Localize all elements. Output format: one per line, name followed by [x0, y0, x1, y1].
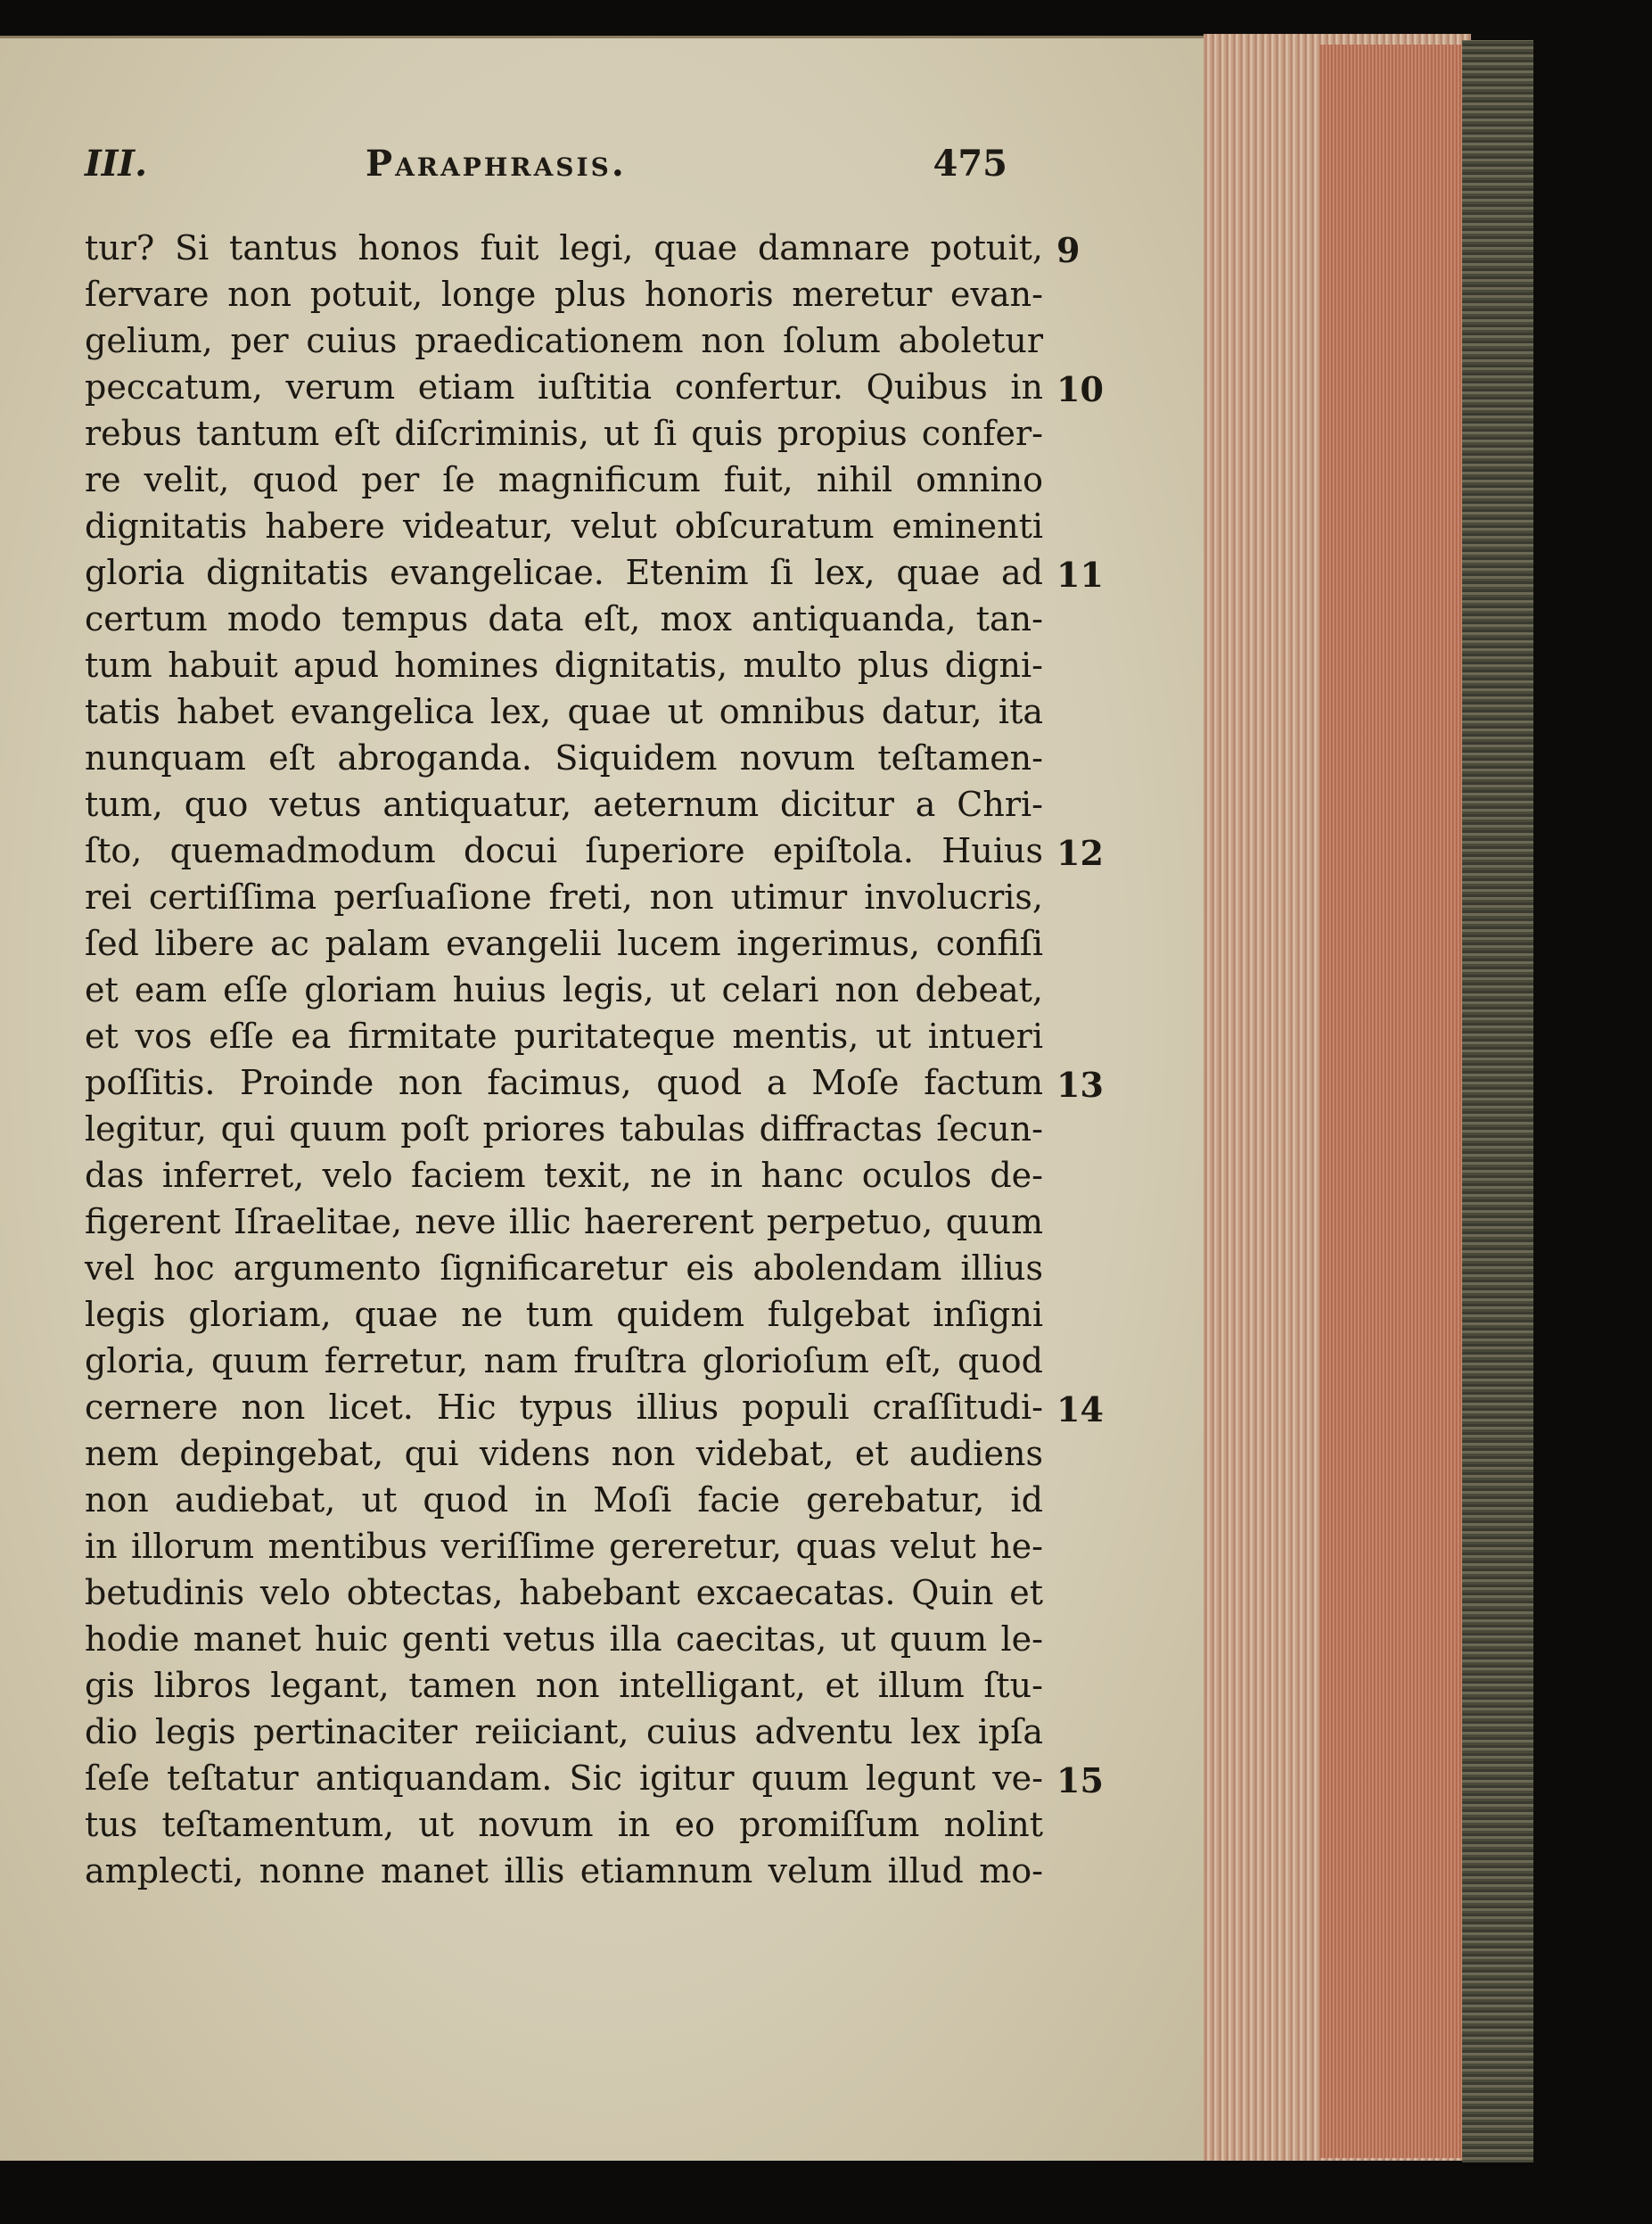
text-line-content: tur? Si tantus honos fuit legi, quae damnare potuit, [85, 228, 1043, 268]
text-line-content: vel hoc argumento ſignificaretur eis abolendam illius [85, 1248, 1043, 1288]
text-line [85, 642, 1043, 688]
text-line [85, 457, 1043, 503]
text-line-content: peccatum, verum etiam iuſtitia confertur. Quibus in [85, 367, 1043, 407]
section-number: III. [85, 143, 148, 185]
text-line [85, 1245, 1043, 1291]
text-line [85, 1709, 1043, 1755]
running-header [85, 143, 1048, 196]
text-line [85, 1569, 1043, 1616]
text-line-content: gloria, quum ferretur, nam fruſtra glorioſum eſt, quod [85, 1341, 1043, 1380]
text-line-content: das inferret, velo faciem texit, ne in hanc oculos de- [85, 1156, 1043, 1195]
text-line-content: gloria dignitatis evangelicae. Etenim ſi lex, quae ad [85, 553, 1043, 592]
text-line [85, 1662, 1043, 1709]
text-line [85, 1755, 1043, 1801]
text-line [85, 1523, 1043, 1569]
text-line-content: et eam eſſe gloriam huius legis, ut celari non debeat, [85, 970, 1043, 1009]
text-line-content: legis gloriam, quae ne tum quidem fulgebat inſigni [85, 1295, 1043, 1334]
text-line-content: ſed libere ac palam evangelii lucem ingerimus, confiſi [85, 924, 1043, 963]
verse-number: 9 [1056, 230, 1081, 270]
text-line [85, 688, 1043, 735]
running-title: Paraphrasis. [366, 143, 627, 185]
text-line-content: cernere non licet. Hic typus illius populi craſſitudi- [85, 1388, 1043, 1427]
page-edges-red [1319, 45, 1462, 2158]
text-line-content: dio legis pertinaciter reiiciant, cuius adventu lex ipſa [85, 1712, 1043, 1751]
text-line-content: tus teſtamentum, ut novum in eo promiſſum nolint [85, 1805, 1043, 1844]
verse-number: 12 [1056, 833, 1104, 873]
text-line [85, 967, 1043, 1013]
text-line [85, 874, 1043, 920]
text-line-content: betudinis velo obtectas, habebant excaecatas. Quin et [85, 1573, 1043, 1612]
text-line-content: gelium, per cuius praedicationem non ſolum aboletur [85, 321, 1043, 360]
verse-number: 13 [1056, 1065, 1104, 1105]
text-line-content: rei certiſſima perſuaſione freti, non utimur involucris, [85, 877, 1043, 917]
text-line [85, 503, 1043, 549]
text-line-content: certum modo tempus data eſt, mox antiquanda, tan- [85, 599, 1043, 638]
text-line-content: dignitatis habere videatur, velut obſcuratum eminenti [85, 507, 1043, 546]
text-line [85, 1152, 1043, 1198]
text-line [85, 781, 1043, 828]
text-line [85, 1291, 1043, 1338]
text-line [85, 1616, 1043, 1662]
text-line-content: ſeſe teſtatur antiquandam. Sic igitur quum legunt ve- [85, 1759, 1043, 1798]
text-line [85, 735, 1043, 781]
text-line-content: ſto, quemadmodum docui ſuperiore epiſtola. Huius [85, 831, 1043, 870]
verse-number: 10 [1056, 369, 1104, 409]
text-line [85, 1013, 1043, 1059]
page-number: 475 [933, 143, 1007, 185]
text-line [85, 1384, 1043, 1430]
text-line [85, 364, 1043, 410]
text-line-content: tum habuit apud homines dignitatis, multo plus digni- [85, 646, 1043, 685]
text-line [85, 1198, 1043, 1245]
text-line-content: nem depingebat, qui videns non videbat, et audiens [85, 1434, 1043, 1473]
text-line-content: gis libros legant, tamen non intelligant, et illum ſtu- [85, 1666, 1043, 1705]
text-line [85, 1477, 1043, 1523]
text-line-content: poſſitis. Proinde non facimus, quod a Moſe factum [85, 1063, 1043, 1102]
text-line-content: hodie manet huic genti vetus illa caecitas, ut quum le- [85, 1619, 1043, 1659]
text-line [85, 271, 1043, 317]
text-line [85, 549, 1043, 596]
verse-number: 14 [1056, 1389, 1104, 1429]
text-line [85, 317, 1043, 364]
text-line [85, 1848, 1043, 1894]
book-cover-edge [1462, 40, 1533, 2162]
text-line [85, 1430, 1043, 1477]
text-line [85, 225, 1043, 271]
verse-number: 15 [1056, 1760, 1104, 1800]
text-line-content: et vos eſſe ea firmitate puritateque mentis, ut intueri [85, 1017, 1043, 1056]
text-line-content: non audiebat, ut quod in Moſi facie gerebatur, id [85, 1480, 1043, 1520]
text-line [85, 920, 1043, 967]
text-line [85, 1059, 1043, 1106]
text-line-content: in illorum mentibus veriſſime gereretur, quas velut he- [85, 1527, 1043, 1566]
text-line-content: tum, quo vetus antiquatur, aeternum dicitur a Chri- [85, 785, 1043, 824]
text-line [85, 596, 1043, 642]
text-line-content: nunquam eſt abroganda. Siquidem novum teſtamen- [85, 738, 1043, 778]
text-line-content: legitur, qui quum poſt priores tabulas diffractas ſecun- [85, 1109, 1043, 1149]
text-line-content: ſervare non potuit, longe plus honoris meretur evan- [85, 275, 1043, 314]
text-line-content: figerent Iſraelitae, neve illic haererent perpetuo, quum [85, 1202, 1043, 1241]
text-line [85, 1106, 1043, 1152]
text-line-content: tatis habet evangelica lex, quae ut omnibus datur, ita [85, 692, 1043, 731]
text-line-content: re velit, quod per ſe magnificum fuit, nihil omnino [85, 460, 1043, 499]
body-text [85, 225, 1104, 1894]
text-line [85, 1801, 1043, 1848]
text-line-content: rebus tantum eſt diſcriminis, ut ſi quis propius confer- [85, 414, 1043, 453]
text-line [85, 1338, 1043, 1384]
text-line-content: amplecti, nonne manet illis etiamnum velum illud mo- [85, 1851, 1043, 1890]
text-line [85, 828, 1043, 874]
verse-number: 11 [1056, 555, 1104, 595]
text-line [85, 410, 1043, 457]
